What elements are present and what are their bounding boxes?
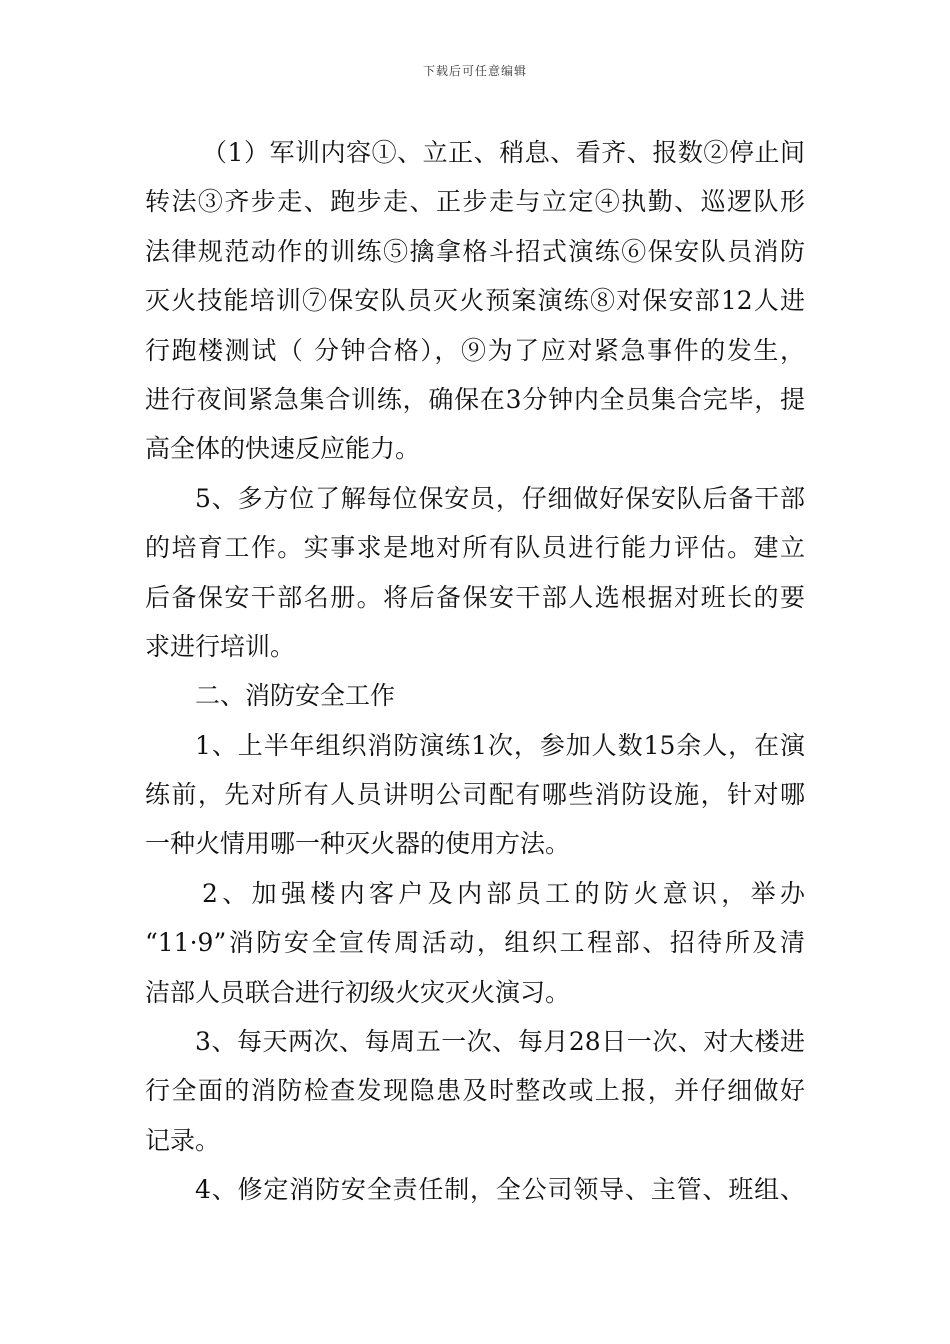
text-line: 转法③齐步走、跑步走、正步走与立定④执勤、巡逻队形 <box>145 187 805 217</box>
text-line: 洁部人员联合进行初级火灾灭火演习。 <box>145 977 571 1007</box>
text-line: 一种火情用哪一种灭火器的使用方法。 <box>145 829 571 859</box>
text-line: （1）军训内容①、立正、稍息、看齐、报数②停止间 <box>202 138 805 167</box>
text-line: 法律规范动作的训练⑤擒拿格斗招式演练⑥保安队员消防 <box>145 236 805 266</box>
text-line: “11·9”消防安全宣传周活动，组织工程部、招待所及清 <box>145 928 805 958</box>
text-line: 进行夜间紧急集合训练，确保在3分钟内全员集合完毕，提 <box>145 384 805 414</box>
text-line: 行跑楼测试（ 分钟合格），⑨为了应对紧急事件的发生， <box>145 335 805 365</box>
document-body <box>145 128 805 1215</box>
text-line: 记录。 <box>145 1125 221 1155</box>
text-line: 1、上半年组织消防演练1次，参加人数15余人，在演 <box>195 730 805 760</box>
text-line: 高全体的快速反应能力。 <box>145 434 421 464</box>
text-line: 求进行培训。 <box>145 631 296 661</box>
text-line: 的培育工作。实事求是地对所有队员进行能力评估。建立 <box>145 533 805 563</box>
text-line: 灭火技能培训⑦保安队员灭火预案演练⑧对保安部12人进 <box>145 286 805 316</box>
text-line: 3、每天两次、每周五一次、每月28日一次、对大楼进 <box>195 1027 805 1057</box>
text-line: 4、修定消防安全责任制，全公司领导、主管、班组、 <box>195 1175 805 1205</box>
text-line: 练前，先对所有人员讲明公司配有哪些消防设施，针对哪 <box>145 780 805 810</box>
text-line: 5、多方位了解每位保安员，仔细做好保安队后备干部 <box>195 483 805 513</box>
text-line: 行全面的消防检查发现隐患及时整改或上报，并仔细做好 <box>145 1076 805 1106</box>
text-line: 后备保安干部名册。将后备保安干部人选根据对班长的要 <box>145 582 805 612</box>
page-header: 下载后可任意编辑 <box>422 64 527 78</box>
text-line: 2、加强楼内客户及内部员工的防火意识，举办 <box>202 878 805 908</box>
section-heading: 二、消防安全工作 <box>195 681 396 711</box>
